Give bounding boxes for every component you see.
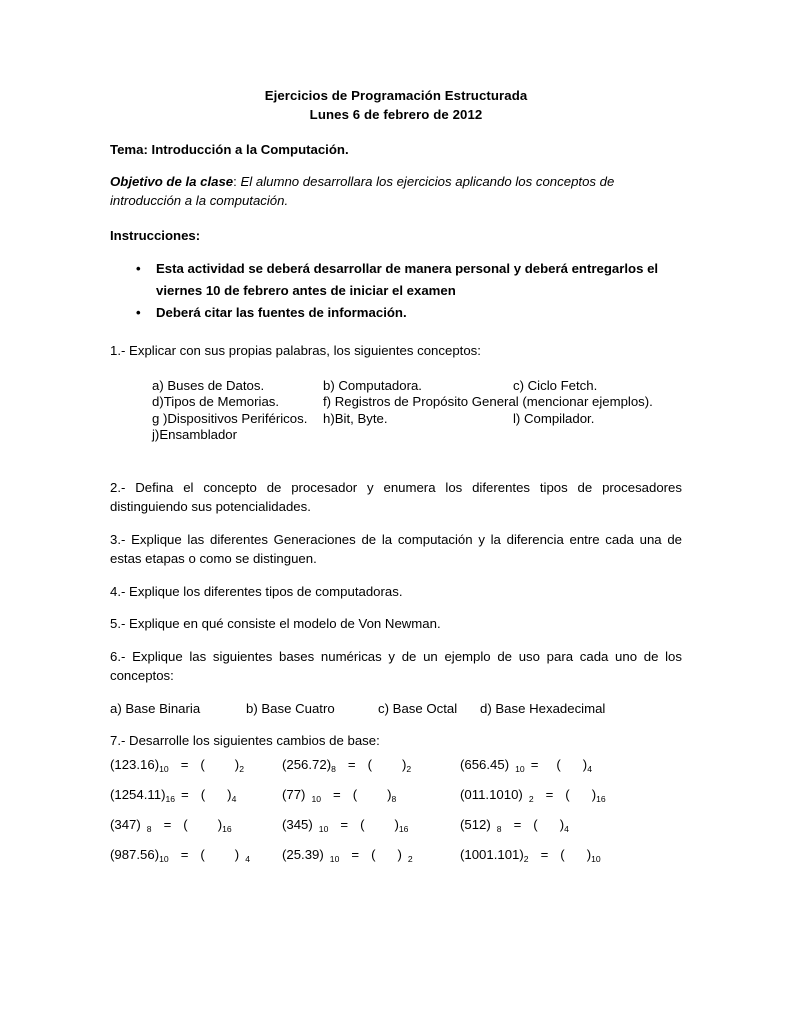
list-item-label: Esta actividad se deberá desarrollar de manera personal y deberá entregarlos el viernes 10 de febrero antes de iniciar el examen <box>156 261 659 298</box>
base-item: a) Base Binaria <box>110 700 201 716</box>
list-item <box>110 302 682 324</box>
conversion-value: (011.1010) <box>460 786 523 802</box>
conversion-from-base: 10 <box>329 853 340 864</box>
close-paren: ) <box>227 786 232 802</box>
conversion-from-base: 10 <box>159 853 169 864</box>
spacer <box>110 634 682 647</box>
base-item: c) Base Octal <box>378 700 458 716</box>
open-paren: ( <box>367 756 373 772</box>
equals-sign: = <box>163 816 172 832</box>
conversion-item <box>110 757 282 772</box>
spacer <box>110 601 682 614</box>
document-subtitle: Lunes 6 de febrero de 2012 <box>309 107 483 122</box>
concept-item: c) Ciclo Fetch. <box>513 377 598 393</box>
spacer <box>110 686 682 699</box>
conversion-to-base: 16 <box>398 823 409 834</box>
question-4: 4.- Explique los diferentes tipos de computadoras. <box>110 583 403 599</box>
close-paren: ) <box>582 756 588 772</box>
equals-sign: = <box>180 846 189 862</box>
objetivo-label: Objetivo de la clase <box>110 174 234 189</box>
concepts-row <box>152 394 682 411</box>
conversion-from-base: 2 <box>528 793 534 804</box>
conversion-value: (25.39) <box>282 846 324 862</box>
question-1: 1.- Explicar con sus propias palabras, los siguientes conceptos: <box>110 343 481 358</box>
open-paren: ( <box>200 786 206 802</box>
conversion-value: (1001.101) <box>460 846 524 862</box>
conversion-to-base: 4 <box>245 853 250 864</box>
close-paren: ) <box>397 846 402 862</box>
bullet-icon: • <box>136 305 141 320</box>
close-paren: ) <box>559 816 565 832</box>
conversion-item <box>110 787 282 802</box>
conversion-value: (123.16) <box>110 756 160 772</box>
open-paren: ( <box>371 846 376 862</box>
question-6: 6.- Explique las siguientes bases numéricas y de un ejemplo de uso para cada uno de los conceptos: <box>110 648 682 683</box>
equals-sign: = <box>545 786 554 802</box>
conversion-expression <box>460 817 569 832</box>
list-item <box>110 258 682 302</box>
conversion-value: (77) <box>282 786 306 802</box>
conversion-expression <box>282 787 396 802</box>
open-paren: ( <box>565 786 570 802</box>
conversion-from-base: 8 <box>331 763 336 774</box>
equals-sign: = <box>351 846 360 862</box>
conversion-from-base: 16 <box>165 793 176 804</box>
conversion-expression <box>110 847 250 862</box>
question-5: 5.- Explique en qué consiste el modelo de Von Newman. <box>110 616 441 631</box>
document-body <box>110 86 682 877</box>
conversion-row <box>110 787 682 817</box>
spacer <box>110 324 682 341</box>
close-paren: ) <box>217 816 223 832</box>
close-paren: ) <box>586 846 592 862</box>
conversion-value: (987.56) <box>110 846 160 862</box>
question-2: 2.- Defina el concepto de procesador y enumera los diferentes tipos de procesadores distinguiendo sus potencialidades. <box>110 479 682 514</box>
equals-sign: = <box>513 816 522 832</box>
concepts-row <box>152 411 682 428</box>
spacer <box>110 569 682 582</box>
conversion-from-base: 10 <box>311 793 322 804</box>
conversion-expression <box>110 757 244 772</box>
open-paren: ( <box>200 846 205 862</box>
conversion-from-base: 2 <box>523 853 529 864</box>
conversion-from-base: 10 <box>159 763 169 774</box>
spacer <box>110 210 682 227</box>
equals-sign: = <box>530 756 539 772</box>
conversion-item <box>110 817 282 832</box>
conversion-item <box>282 847 460 862</box>
conversion-to-base: 16 <box>596 793 606 804</box>
objetivo-colon: : <box>233 174 237 189</box>
conversion-value: (656.45) <box>460 756 510 772</box>
bullet-icon: • <box>136 261 141 276</box>
spacer <box>110 124 682 141</box>
concept-item: g )Dispositivos Periféricos. <box>152 410 308 426</box>
conversion-expression <box>460 787 606 802</box>
open-paren: ( <box>352 786 358 802</box>
conversion-row <box>110 757 682 787</box>
open-paren: ( <box>360 816 365 832</box>
objetivo-text: El alumno desarrollara los ejercicios aplicando los conceptos de introducción a la computación. <box>110 174 615 208</box>
conversion-to-base: 4 <box>564 823 569 834</box>
open-paren: ( <box>183 816 188 832</box>
open-paren: ( <box>560 846 565 862</box>
conversion-expression <box>282 847 413 862</box>
equals-sign: = <box>181 786 189 802</box>
bases-row <box>110 699 682 719</box>
conversion-exercises <box>110 757 682 877</box>
conversion-to-base: 2 <box>406 763 412 774</box>
instrucciones-label: Instrucciones: <box>110 228 201 243</box>
conversion-to-base: 16 <box>222 823 232 834</box>
conversion-from-base: 8 <box>496 823 502 834</box>
spacer <box>110 159 682 172</box>
conversion-expression <box>460 847 601 862</box>
close-paren: ) <box>234 846 240 862</box>
concept-item: f) Registros de Propósito General (mencionar ejemplos). <box>323 394 653 409</box>
conversion-to-base: 4 <box>231 793 237 804</box>
conversion-value: (256.72) <box>282 756 332 772</box>
conversion-item <box>460 817 660 832</box>
open-paren: ( <box>533 816 538 832</box>
close-paren: ) <box>387 786 392 802</box>
conversion-to-base: 8 <box>391 793 397 804</box>
conversion-row <box>110 847 682 877</box>
spacer <box>110 361 682 378</box>
equals-sign: = <box>180 756 189 772</box>
base-item: b) Base Cuatro <box>246 700 335 716</box>
list-item-label: Deberá citar las fuentes de información. <box>156 305 407 320</box>
concepts-row <box>152 378 682 395</box>
conversion-expression <box>460 757 592 772</box>
close-paren: ) <box>234 756 240 772</box>
question-7: 7.- Desarrolle los siguientes cambios de base: <box>110 733 380 748</box>
conversion-item <box>282 817 460 832</box>
conversion-expression <box>282 757 411 772</box>
conversion-item <box>460 787 660 802</box>
conversion-expression <box>282 817 408 832</box>
conversion-value: (512) <box>460 816 491 832</box>
spacer <box>110 465 682 478</box>
concept-item: l) Compilador. <box>513 410 595 426</box>
conversion-to-base: 2 <box>407 853 413 864</box>
spacer <box>110 718 682 731</box>
spacer <box>110 444 682 465</box>
concept-item: j)Ensamblador <box>152 427 238 442</box>
close-paren: ) <box>394 816 399 832</box>
conversion-to-base: 4 <box>587 763 592 774</box>
concept-item: a) Buses de Datos. <box>152 377 265 393</box>
base-item: d) Base Hexadecimal <box>480 700 606 716</box>
conversion-to-base: 10 <box>591 853 601 864</box>
conversion-value: (345) <box>282 816 313 832</box>
open-paren: ( <box>200 756 205 772</box>
conversion-from-base: 8 <box>146 823 152 834</box>
conversion-item <box>282 757 460 772</box>
spacer <box>110 517 682 530</box>
spacer <box>110 245 682 258</box>
document-title: Ejercicios de Programación Estructurada <box>264 88 528 103</box>
conversion-from-base: 10 <box>318 823 329 834</box>
concept-item: h)Bit, Byte. <box>323 410 388 426</box>
close-paren: ) <box>402 756 407 772</box>
question-3: 3.- Explique las diferentes Generaciones de la computación y la diferencia entre cada una de estas etapas o como se distinguen. <box>110 531 682 566</box>
objetivo-paragraph <box>110 172 682 210</box>
concept-item: b) Computadora. <box>323 377 422 393</box>
equals-sign: = <box>540 846 549 862</box>
conversion-item <box>460 847 660 862</box>
tema-line: Tema: Introducción a la Computación. <box>110 142 349 157</box>
conversion-value: (1254.11) <box>110 786 166 802</box>
close-paren: ) <box>591 786 597 802</box>
conversion-row <box>110 817 682 847</box>
conversion-item <box>110 847 282 862</box>
conversion-expression <box>110 817 232 832</box>
conversion-to-base: 2 <box>239 763 244 774</box>
conversion-expression <box>110 787 236 802</box>
conversion-item <box>282 787 460 802</box>
equals-sign: = <box>340 816 349 832</box>
concepts-row <box>152 427 682 444</box>
conversion-value: (347) <box>110 816 141 832</box>
conversion-from-base: 10 <box>515 763 525 774</box>
concept-item: d)Tipos de Memorias. <box>152 394 280 409</box>
instructions-list <box>110 258 682 324</box>
conversion-item <box>460 757 660 772</box>
equals-sign: = <box>347 756 356 772</box>
open-paren: ( <box>556 756 561 772</box>
concepts-grid <box>152 378 682 444</box>
equals-sign: = <box>333 786 341 802</box>
